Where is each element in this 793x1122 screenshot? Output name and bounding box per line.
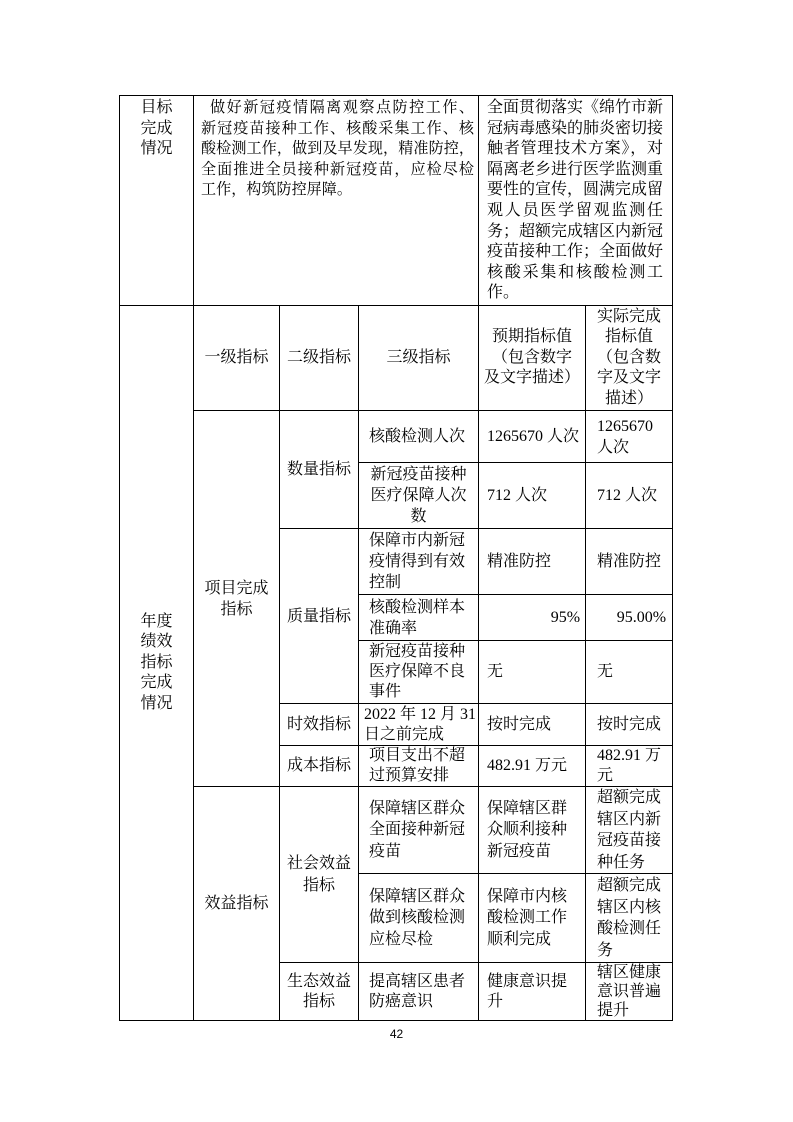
table-header-row — [120, 306, 673, 411]
goal-actual-line: 疫苗接种工作；全面做好 — [487, 243, 664, 261]
goal-actual-line: 核酸采集和核酸检测工 — [487, 263, 664, 281]
expected-value-cell: 95% — [479, 595, 586, 641]
level2-quantity: 数量指标 — [280, 411, 359, 529]
level3-indicator-cell: 新冠疫苗接种 医疗保障不良 事件 — [359, 641, 479, 704]
actual-value-cell: 1265670 人次 — [586, 411, 673, 463]
expected-value-cell: 保障辖区群 众顺利接种 新冠疫苗 — [479, 787, 586, 874]
level3-indicator-cell: 核酸检测人次 — [359, 411, 479, 463]
goal-actual-line: 触者管理技术方案》，对 — [487, 140, 664, 158]
goal-planned-line: 做好新冠疫情隔离观察点防控工作、 — [210, 100, 475, 116]
table-row — [120, 787, 673, 874]
actual-value-cell: 按时完成 — [586, 704, 673, 746]
goal-planned-line: 工作，构筑防控屏障。 — [201, 182, 352, 199]
goal-planned-line: 全面推进全员接种新冠疫苗，应检尽检 — [201, 161, 475, 178]
expected-value-cell: 482.91 万元 — [479, 746, 586, 787]
expected-value-cell: 精准防控 — [479, 529, 586, 595]
goal-planned-cell — [194, 96, 479, 306]
goal-actual-line: 要性的宣传，圆满完成留 — [487, 181, 664, 199]
level2-timeliness: 时效指标 — [280, 704, 359, 746]
page-number: 42 — [389, 1027, 404, 1041]
goal-actual-line: 全面贯彻落实《绵竹市新 — [487, 99, 664, 116]
goal-actual-line: 务；超额完成辖区内新冠 — [487, 222, 664, 240]
performance-table — [119, 95, 673, 1021]
actual-value-cell: 无 — [586, 641, 673, 704]
actual-value-cell: 712 人次 — [586, 463, 673, 529]
goal-actual-line: 隔离老乡进行医学监测重 — [487, 160, 664, 178]
actual-value-cell: 精准防控 — [586, 529, 673, 595]
table-row — [120, 411, 673, 463]
expected-value-cell: 无 — [479, 641, 586, 704]
goal-actual-cell — [479, 96, 673, 306]
goal-actual-line: 观人员医学留观监测任 — [487, 201, 664, 219]
header-level2: 二级指标 — [280, 306, 359, 411]
actual-value-cell: 超额完成 辖区内核 酸检测任 务 — [586, 874, 673, 963]
annual-performance-label: 年度 绩效 指标 完成 情况 — [120, 306, 194, 1021]
header-level3: 三级指标 — [359, 306, 479, 411]
level3-indicator-cell: 保障辖区群众 做到核酸检测 应检尽检 — [359, 874, 479, 963]
level2-ecological-benefit: 生态效益 指标 — [280, 963, 359, 1021]
level3-indicator-cell: 2022 年 12 月 31 日之前完成 — [359, 704, 479, 746]
level3-indicator-cell: 项目支出不超 过预算安排 — [359, 746, 479, 787]
level3-indicator-cell: 保障辖区群众 全面接种新冠 疫苗 — [359, 787, 479, 874]
level2-social-benefit: 社会效益 指标 — [280, 787, 359, 963]
goal-completion-row — [120, 96, 673, 306]
expected-value-cell: 712 人次 — [479, 463, 586, 529]
header-level1: 一级指标 — [194, 306, 280, 411]
header-actual-value: 实际完成 指标值 （包含数 字及文字 描述） — [586, 306, 673, 411]
goal-actual-line: 冠病毒感染的肺炎密切接 — [487, 119, 664, 137]
expected-value-cell: 健康意识提 升 — [479, 963, 586, 1021]
level2-quality: 质量指标 — [280, 529, 359, 704]
level3-indicator-cell: 新冠疫苗接种 医疗保障人次 数 — [359, 463, 479, 529]
level1-project-completion: 项目完成 指标 — [194, 411, 280, 787]
level3-indicator-cell: 提高辖区患者 防癌意识 — [359, 963, 479, 1021]
level1-benefit: 效益指标 — [194, 787, 280, 1021]
actual-value-cell: 482.91 万 元 — [586, 746, 673, 787]
header-expected-value: 预期指标值 （包含数字 及文字描述） — [479, 306, 586, 411]
expected-value-cell: 按时完成 — [479, 704, 586, 746]
goal-planned-line: 酸检测工作，做到及早发现，精准防控， — [201, 141, 475, 158]
actual-value-cell: 辖区健康 意识普遍 提升 — [586, 963, 673, 1021]
actual-value-cell: 超额完成 辖区内新 冠疫苗接 种任务 — [586, 787, 673, 874]
goal-actual-line: 作。 — [487, 284, 520, 302]
level2-cost: 成本指标 — [280, 746, 359, 787]
expected-value-cell: 保障市内核 酸检测工作 顺利完成 — [479, 874, 586, 963]
level3-indicator-cell: 保障市内新冠 疫情得到有效 控制 — [359, 529, 479, 595]
actual-value-cell: 95.00% — [586, 595, 673, 641]
goal-completion-label: 目标 完成 情况 — [120, 96, 194, 306]
level3-indicator-cell: 核酸检测样本 准确率 — [359, 595, 479, 641]
expected-value-cell: 1265670 人次 — [479, 411, 586, 463]
goal-planned-line: 新冠疫苗接种工作、核酸采集工作、核 — [201, 120, 475, 137]
